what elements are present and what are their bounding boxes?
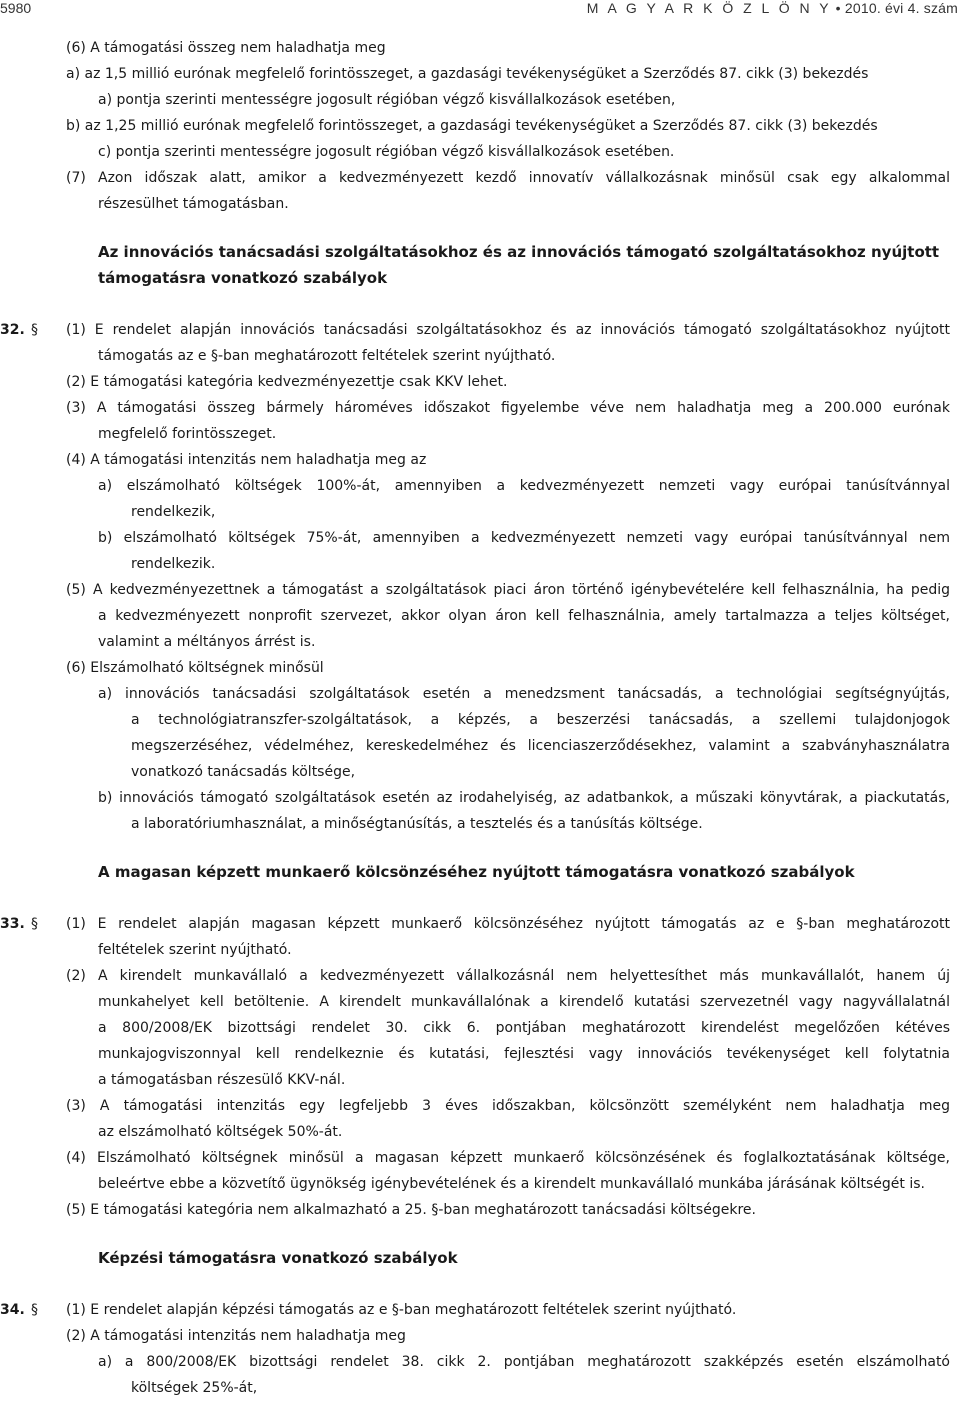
text-line: (2) E támogatási kategória kedvezményezettje csak KKV lehet. (66, 374, 508, 390)
page-header (0, 0, 960, 22)
bullet-separator: • (835, 0, 841, 16)
section-number: 33. (0, 916, 25, 932)
paragraph-sign: § (31, 916, 38, 932)
text-line: a laboratóriumhasználat, a minőségtanúsítás, a tesztelés és a tanúsítás költsége. (131, 816, 703, 832)
text-line: (6) A támogatási összeg nem haladhatja meg (66, 40, 386, 56)
text-line: (4) Elszámolható költségnek minősül a magasan képzett munkaerő kölcsönzésének és foglalkoztatásának költsége, (66, 1150, 950, 1166)
text-line: (2) A támogatási intenzitás nem haladhatja meg (66, 1328, 406, 1344)
section-title: A magasan képzett munkaerő kölcsönzéséhez nyújtott támogatásra vonatkozó szabályok (98, 863, 855, 881)
text-line: részesülhet támogatásban. (98, 196, 289, 212)
issue-label: 2010. évi 4. szám (844, 0, 958, 16)
text-line: (2) A kirendelt munkavállaló a kedvezményezett vállalkozásnál nem helyettesíthet más munkavállalót, hanem új (66, 968, 950, 984)
text-line: (4) A támogatási intenzitás nem haladhatja meg az (66, 452, 427, 468)
text-line: rendelkezik, (131, 504, 216, 520)
section-title: támogatásra vonatkozó szabályok (98, 269, 388, 287)
text-line: (1) E rendelet alapján képzési támogatás az e §-ban meghatározott feltételek szerint nyújtható. (66, 1302, 737, 1318)
journal-title (587, 0, 958, 16)
paragraph-sign: § (31, 322, 38, 338)
text-line: a) az 1,5 millió eurónak megfelelő forintösszeget, a gazdasági tevékenységüket a Szerződés 87. cikk (3) bekezdés (66, 66, 869, 82)
text-line: b) innovációs támogató szolgáltatások esetén az irodahelyiség, az adatbankok, a műszaki könyvtárak, a piackutatás, (98, 790, 950, 806)
text-line: munkahelyet kell betöltenie. A kirendelt munkavállalónak a kirendelő kutatási szervezetnél vagy nagyvállalatnál (98, 994, 950, 1010)
page-number: 5980 (0, 0, 32, 16)
text-line: a) elszámolható költségek 100%-át, amennyiben a kedvezményezett nemzeti vagy európai tanúsítvánnyal (98, 478, 950, 494)
text-line: megszerzéséhez, védelméhez, kereskedelméhez és licenciaszerződésekhez, valamint a szabványhasználatra (131, 738, 950, 754)
paragraph-sign: § (31, 1302, 38, 1318)
text-line: a) innovációs tanácsadási szolgáltatások esetén a menedzsment tanácsadás, a technológiai segítségnyújtás, (98, 686, 950, 702)
text-line: támogatás az e §-ban meghatározott feltételek szerint nyújtható. (98, 348, 556, 364)
text-line: valamint a méltányos árrést is. (98, 634, 316, 650)
text-line: (5) E támogatási kategória nem alkalmazható a 25. §-ban meghatározott tanácsadási költségekre. (66, 1202, 756, 1218)
text-line: feltételek szerint nyújtható. (98, 942, 292, 958)
text-line: vonatkozó tanácsadás költsége, (131, 764, 356, 780)
text-line: c) pontja szerinti mentességre jogosult régióban végző kisvállalkozások esetében. (98, 144, 675, 160)
section-title: Képzési támogatásra vonatkozó szabályok (98, 1249, 458, 1267)
text-line: a) a 800/2008/EK bizottsági rendelet 38. cikk 2. pontjában meghatározott szakképzés esetén elszámolható (98, 1354, 950, 1370)
text-line: (3) A támogatási összeg bármely hároméves időszakot figyelembe véve nem haladhatja meg a 200.000 eurónak (66, 400, 950, 416)
text-line: (6) Elszámolható költségnek minősül (66, 660, 324, 676)
section-title: Az innovációs tanácsadási szolgáltatásokhoz és az innovációs támogató szolgáltatásokhoz nyújtott (98, 243, 940, 261)
section-number: 34. (0, 1302, 25, 1318)
text-line: a támogatásban részesülő KKV-nál. (98, 1072, 346, 1088)
text-line: b) elszámolható költségek 75%-át, amennyiben a kedvezményezett nemzeti vagy európai tanúsítvánnyal nem (98, 530, 950, 546)
text-line: rendelkezik. (131, 556, 216, 572)
text-line: munkajogviszonnyal kell rendelkeznie és kutatási, fejlesztési vagy innovációs tevékenységet kell folytatnia (98, 1046, 950, 1062)
text-line: megfelelő forintösszeget. (98, 426, 277, 442)
text-line: az elszámolható költségek 50%-át. (98, 1124, 343, 1140)
text-line: a 800/2008/EK bizottsági rendelet 30. cikk 6. pontjában meghatározott kirendelést megelőzően kétéves (98, 1020, 950, 1036)
journal-name: M A G Y A R K Ö Z L Ö N Y (586, 0, 832, 16)
text-line: (1) E rendelet alapján magasan képzett munkaerő kölcsönzéséhez nyújtott támogatás az e §-ban meghatározott (66, 916, 950, 932)
text-line: a) pontja szerinti mentességre jogosult régióban végző kisvállalkozások esetében, (98, 92, 676, 108)
text-line: (5) A kedvezményezettnek a támogatást a szolgáltatások piaci áron történő igénybevételére kell felhasználnia, ha pedig (66, 582, 950, 598)
text-line: költségek 25%-át, (131, 1380, 258, 1396)
text-line: (7) Azon időszak alatt, amikor a kedvezményezett kezdő innovatív vállalkozásnak minősül csak egy alkalommal (66, 170, 950, 186)
text-line: a kedvezményezett nonprofit szervezet, akkor olyan áron kell felhasználnia, amely tartalmazza a teljes költséget, (98, 608, 950, 624)
text-line: b) az 1,25 millió eurónak megfelelő forintösszeget, a gazdasági tevékenységüket a Szerződés 87. cikk (3) bekezdés (66, 118, 878, 134)
text-line: (3) A támogatási intenzitás egy legfeljebb 3 éves időszakban, kölcsönzött személyként nem haladhatja meg (66, 1098, 950, 1114)
section-number: 32. (0, 322, 25, 338)
text-line: (1) E rendelet alapján innovációs tanácsadási szolgáltatásokhoz és az innovációs támogató szolgáltatásokhoz nyújtott (66, 322, 950, 338)
text-line: beleértve ebbe a közvetítő ügynökség igénybevételének és a kirendelt munkavállaló munkába járásának költségét is. (98, 1176, 925, 1192)
text-line: a technológiatranszfer-szolgáltatások, a képzés, a beszerzési tanácsadás, a szellemi tulajdonjogok (131, 712, 950, 728)
